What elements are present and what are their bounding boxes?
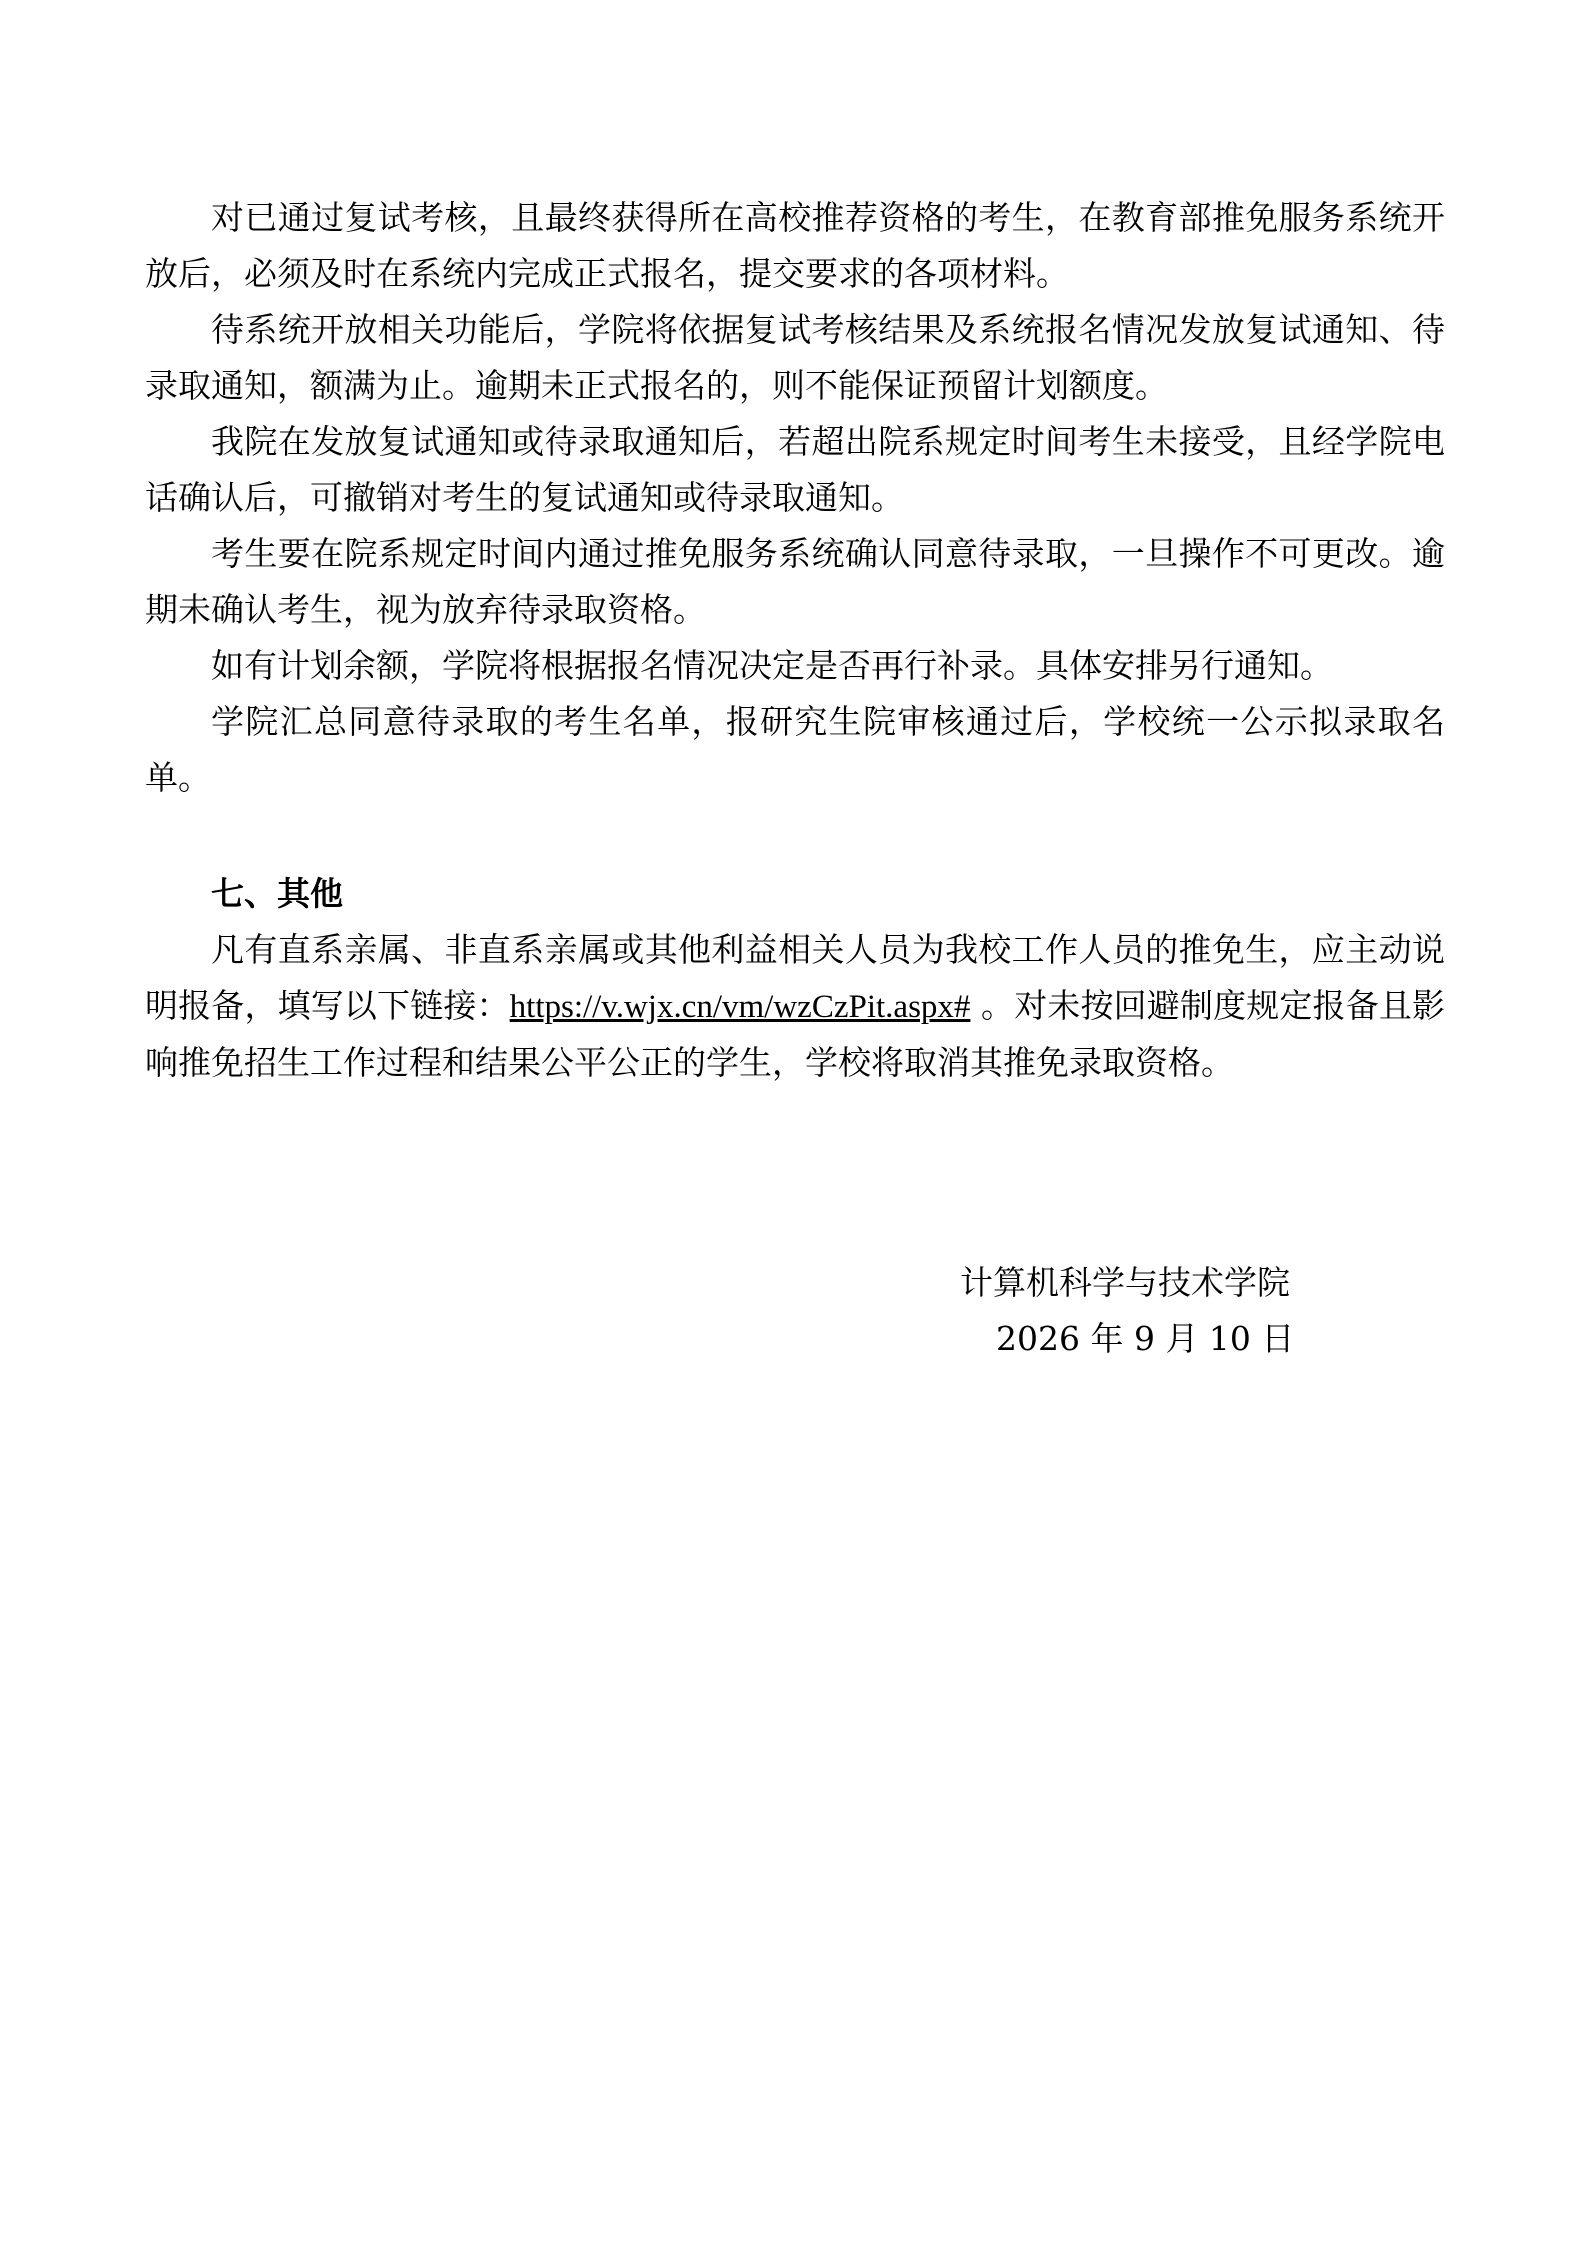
section-heading-other: 七、其他: [211, 874, 343, 913]
signature-block: [960, 1255, 1400, 1367]
section-spacer: [145, 806, 1445, 866]
paragraph-formal-registration: 对已通过复试考核，且最终获得所在高校推荐资格的考生，在教育部推免服务系统开放后，必须及时在系统内完成正式报名，提交要求的各项材料。: [145, 198, 1445, 293]
paragraph-notice-revocation: 我院在发放复试通知或待录取通知后，若超出院系规定时间考生未接受，且经学院电话确认后，可撤销对考生的复试通知或待录取通知。: [145, 422, 1445, 517]
document-body: [145, 190, 1445, 1091]
paragraph-conflict-disclosure: [145, 922, 1445, 1091]
paragraph-confirmation: 考生要在院系规定时间内通过推免服务系统确认同意待录取，一旦操作不可更改。逾期未确认考生，视为放弃待录取资格。: [145, 534, 1445, 629]
signature-organization: 计算机科学与技术学院: [960, 1263, 1290, 1302]
disclosure-text-before-link: 凡有直系亲属、非直系亲属或其他利益相关人员为我校工作人员的推免生，应主动说明报备，填写以下链接：: [145, 930, 1445, 1025]
paragraph-supplementary: 如有计划余额，学院将根据报名情况决定是否再行补录。具体安排另行通知。: [211, 646, 1333, 685]
disclosure-link[interactable]: https://v.wjx.cn/vm/wzCzPit.aspx#: [509, 989, 971, 1025]
paragraph-publicity: 学院汇总同意待录取的考生名单，报研究生院审核通过后，学校统一公示拟录取名单。: [145, 702, 1445, 797]
disclosure-text-after-link: 。对未按回避制度规定报备且影响推免招生工作过程和结果公平公正的学生，学校将取消其推免录取资格。: [145, 986, 1446, 1082]
signature-date: 2026 年 9 月 10 日: [996, 1319, 1295, 1358]
paragraph-notice-issuance: 待系统开放相关功能后，学院将依据复试考核结果及系统报名情况发放复试通知、待录取通知，额满为止。逾期未正式报名的，则不能保证预留计划额度。: [145, 310, 1445, 405]
